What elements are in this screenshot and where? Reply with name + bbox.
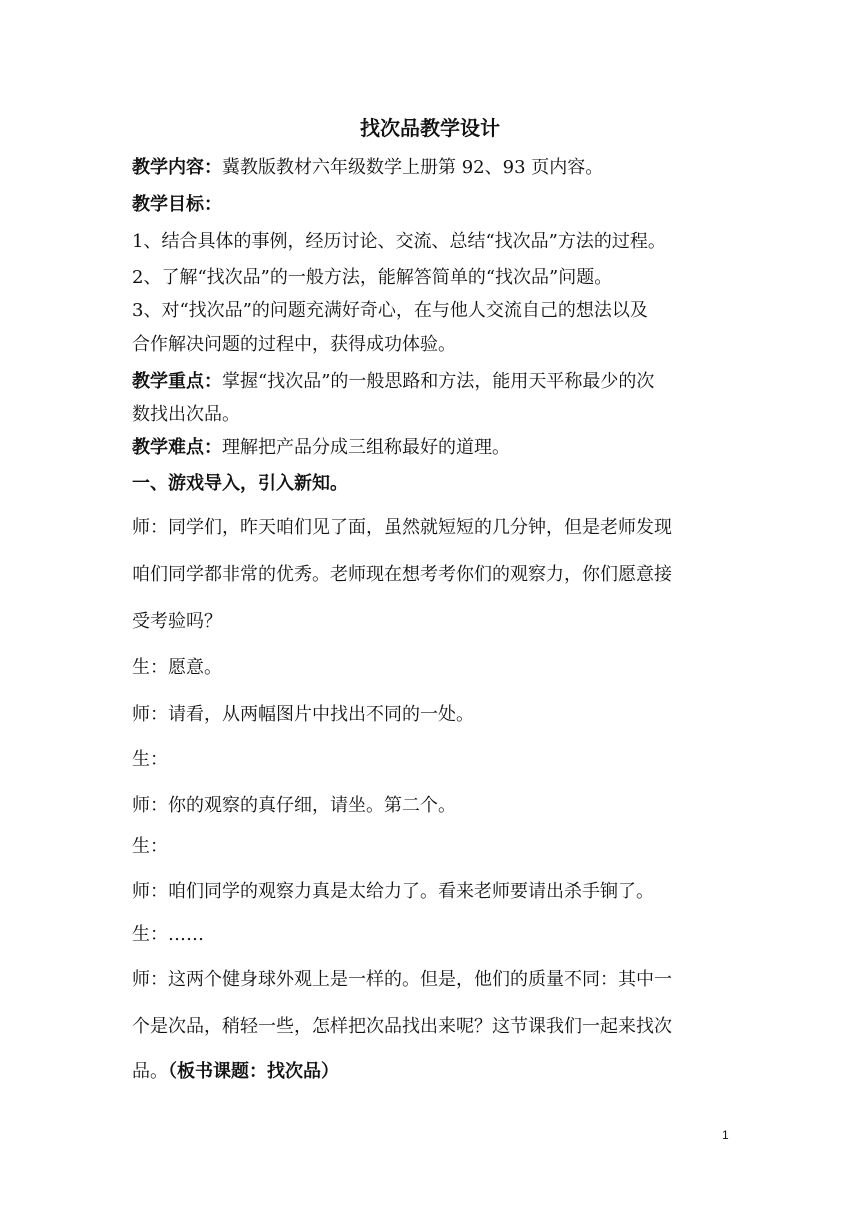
line-text: 师：咱们同学的观察力真是太给力了。看来老师要请出杀手锏了。 (132, 881, 654, 902)
document-title: 找次品教学设计 (360, 116, 500, 140)
dialogue-line (132, 1058, 742, 1086)
dialogue-line (132, 701, 742, 729)
line-key-point-cont (132, 401, 742, 429)
line-key-point (132, 368, 742, 396)
line-text: 掌握“找次品”的一般思路和方法，能用天平称最少的次 (222, 371, 655, 392)
line-text: 个是次品，稍轻一些，怎样把次品找出来呢？这节课我们一起来找次 (132, 1016, 672, 1037)
board-title-note: （板书课题：找次品） (168, 1061, 339, 1082)
section-heading-1 (132, 470, 742, 498)
line-content (132, 154, 742, 182)
line-text: 理解把产品分成三组称最好的道理。 (222, 437, 510, 458)
line-text: 师：你的观察的真仔细，请坐。第二个。 (132, 795, 456, 816)
label: 教学目标： (132, 194, 222, 215)
dialogue-line (132, 792, 742, 820)
line-text: 冀教版教材六年级数学上册第 92、93 页内容。 (222, 157, 604, 178)
paragraph-line (132, 514, 742, 542)
dialogue-line (132, 966, 742, 994)
page-number: 1 (722, 1128, 729, 1142)
line-objective-1 (132, 228, 742, 256)
line-text: 生： (132, 836, 168, 857)
line-text: 师：同学们，昨天咱们见了面，虽然就短短的几分钟，但是老师发现 (132, 517, 672, 538)
dialogue-line (132, 746, 742, 774)
dialogue-line (132, 921, 742, 949)
line-objective-3 (132, 297, 742, 325)
dialogue-line (132, 654, 742, 682)
line-text: 合作解决问题的过程中，获得成功体验。 (132, 334, 456, 355)
dialogue-line (132, 833, 742, 861)
line-text: 受考验吗？ (132, 611, 222, 632)
paragraph-line (132, 561, 742, 589)
line-objectives (132, 191, 742, 219)
paragraph-line (132, 608, 742, 636)
line-difficulty (132, 434, 742, 462)
label: 一、游戏导入，引入新知。 (132, 473, 348, 494)
line-text: 师：这两个健身球外观上是一样的。但是，他们的质量不同：其中一 (132, 969, 672, 990)
label: 教学内容： (132, 157, 222, 178)
dialogue-line (132, 1013, 742, 1041)
line-text: 生： (132, 749, 168, 770)
line-text: 师：请看，从两幅图片中找出不同的一处。 (132, 704, 474, 725)
dialogue-line (132, 878, 742, 906)
label: 教学重点： (132, 371, 222, 392)
line-objective-3-cont (132, 331, 742, 359)
label: 教学难点： (132, 437, 222, 458)
line-text: 生：愿意。 (132, 657, 222, 678)
line-text: 数找出次品。 (132, 404, 240, 425)
line-text: 品。 (132, 1061, 168, 1082)
line-objective-2 (132, 264, 742, 292)
line-text: 生：…… (132, 924, 204, 945)
line-text: 1、结合具体的事例，经历讨论、交流、总结“找次品”方法的过程。 (132, 231, 666, 252)
line-text: 2、了解“找次品”的一般方法，能解答简单的“找次品”问题。 (132, 267, 613, 288)
line-text: 咱们同学都非常的优秀。老师现在想考考你们的观察力，你们愿意接 (132, 564, 672, 585)
line-text: 3、对“找次品”的问题充满好奇心，在与他人交流自己的想法以及 (132, 300, 648, 321)
